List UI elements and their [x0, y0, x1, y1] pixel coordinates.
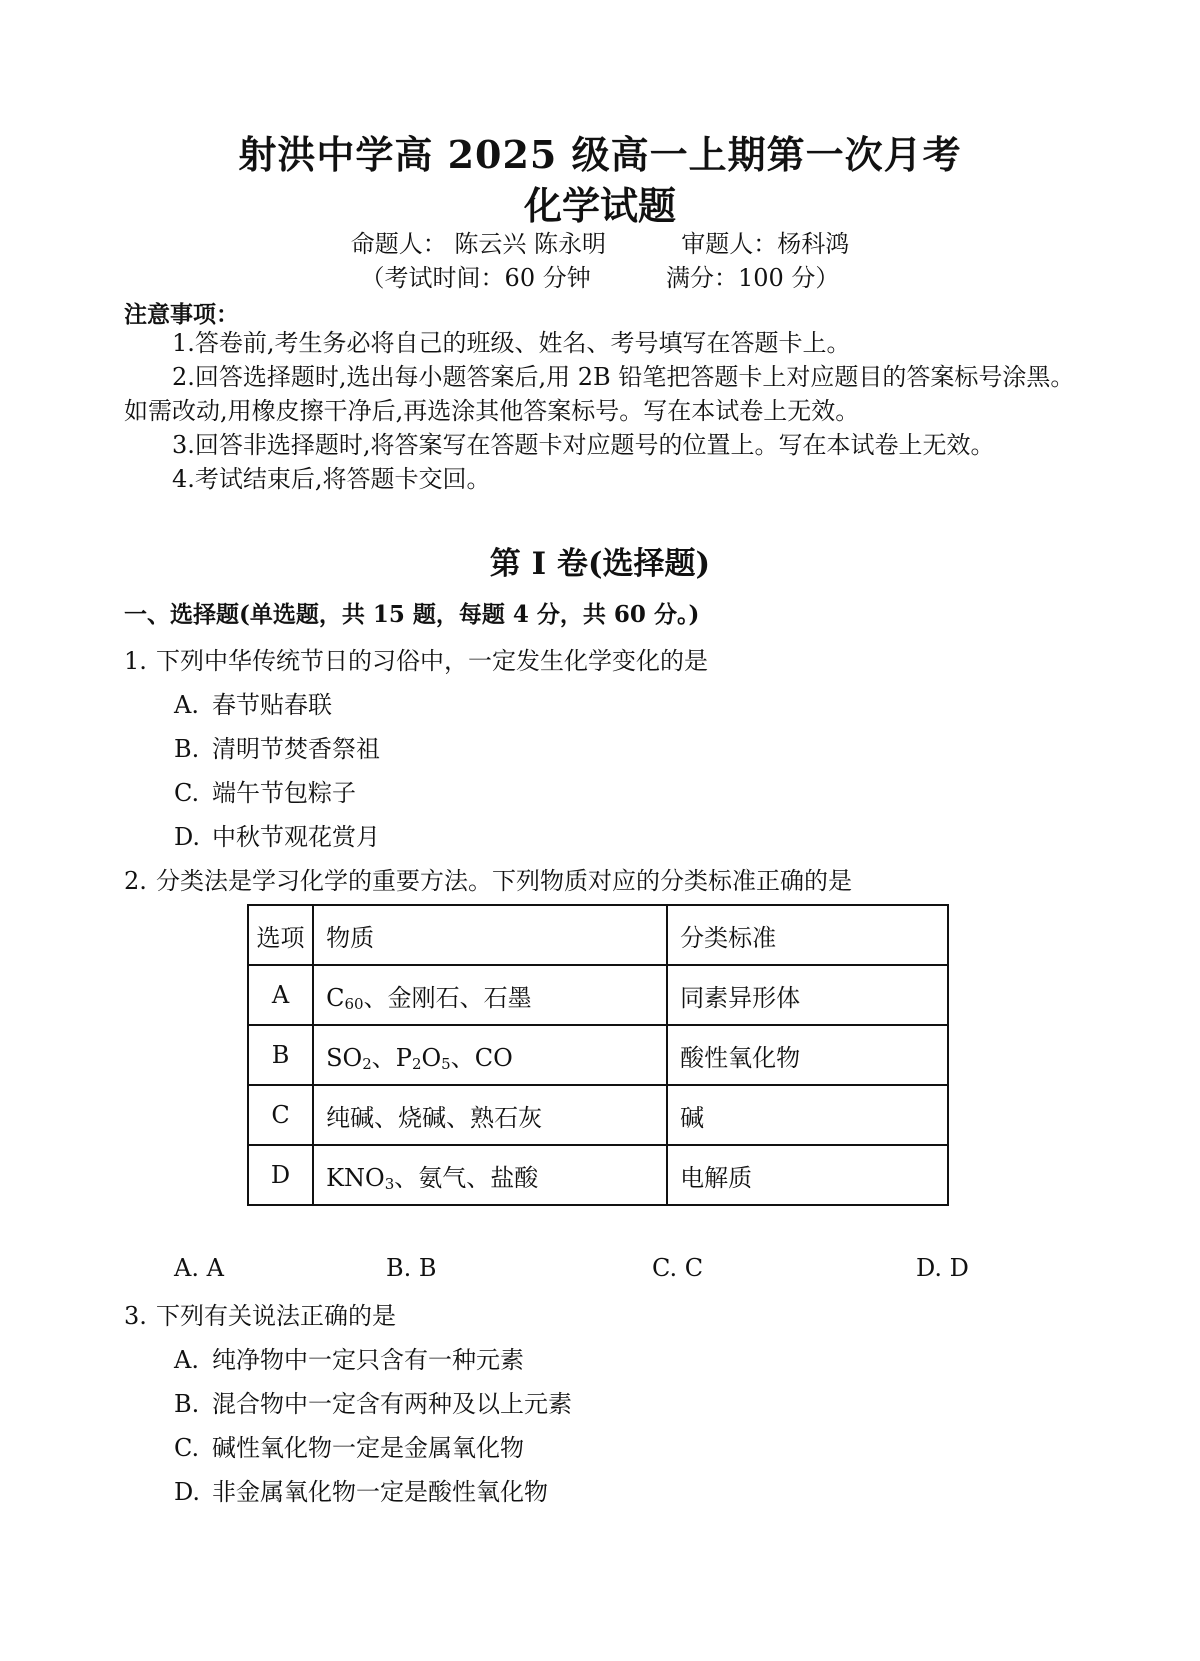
table-row — [248, 1085, 948, 1145]
table-header-standard: 分类标准 — [667, 905, 948, 965]
question-2-stem — [124, 861, 852, 896]
exam-time: （考试时间：60 分钟 — [360, 264, 591, 292]
question-text: 下列有关说法正确的是 — [156, 1302, 396, 1330]
table-row — [248, 1025, 948, 1085]
part-heading: 一、选择题(单选题，共 15 题，每题 4 分，共 60 分。) — [124, 601, 700, 628]
question-3-option-c — [174, 1428, 524, 1463]
table-cell-standard: 碱 — [667, 1085, 948, 1145]
option-text: 春节贴春联 — [212, 691, 332, 719]
table-cell-standard: 电解质 — [667, 1145, 948, 1205]
question-text: 分类法是学习化学的重要方法。下列物质对应的分类标准正确的是 — [156, 867, 852, 895]
question-3-option-b — [174, 1384, 572, 1419]
question-1-option-b — [174, 729, 380, 764]
question-1-option-a — [174, 685, 332, 720]
question-2-answer-d: D. D — [916, 1254, 969, 1282]
question-3-stem — [124, 1296, 396, 1331]
authors-line — [0, 224, 1200, 259]
table-row — [248, 1145, 948, 1205]
section-title: 第 I 卷(选择题) — [489, 546, 711, 582]
option-text: 非金属氧化物一定是酸性氧化物 — [212, 1478, 548, 1506]
notice-item-2: 2.回答选择题时,选出每小题答案后,用 2B 铅笔把答题卡上对应题目的答案标号涂黑。如需改动,用橡皮擦干净后,再选涂其他答案标号。写在本试卷上无效。 — [124, 363, 1075, 425]
notice-item-4: 4.考试结束后,将答题卡交回。 — [172, 465, 491, 493]
notice-item-1: 1.答卷前,考生务必将自己的班级、姓名、考号填写在答题卡上。 — [172, 329, 851, 357]
option-letter: C. — [174, 779, 200, 807]
exam-title: 射洪中学高 2025 级高一上期第一次月考 — [238, 132, 962, 177]
setter-names: 陈云兴 陈永明 — [454, 230, 606, 258]
table-cell-option: C — [248, 1085, 313, 1145]
question-text: 下列中华传统节日的习俗中，一定发生化学变化的是 — [156, 647, 708, 675]
option-letter: B. — [174, 735, 200, 763]
option-letter: C. — [174, 1434, 200, 1462]
setter-label: 命题人： — [350, 230, 447, 258]
option-text: 纯净物中一定只含有一种元素 — [212, 1346, 524, 1374]
table-row — [248, 965, 948, 1025]
table-cell-substance: $SO_2$、$P_2O_5$、CO — [313, 1025, 667, 1085]
question-3-option-a — [174, 1340, 524, 1375]
question-1-option-d — [174, 817, 380, 852]
table-header-option: 选项 — [248, 905, 313, 965]
exam-info-line — [0, 258, 1200, 293]
table-cell-standard: 同素异形体 — [667, 965, 948, 1025]
full-score: 满分：100 分） — [666, 264, 840, 292]
option-text: 中秋节观花赏月 — [212, 823, 380, 851]
option-text: 端午节包粽子 — [212, 779, 356, 807]
question-2-answer-a: A. A — [174, 1254, 224, 1282]
option-text: 碱性氧化物一定是金属氧化物 — [212, 1434, 524, 1462]
question-1-option-c — [174, 773, 356, 808]
question-2-answer-b: B. B — [386, 1254, 437, 1282]
notice-item-3: 3.回答非选择题时,将答案写在答题卡对应题号的位置上。写在本试卷上无效。 — [172, 431, 995, 459]
table-cell-substance: $C_{60}$、金刚石、石墨 — [313, 965, 667, 1025]
option-letter: D. — [174, 823, 201, 851]
option-text: 清明节焚香祭祖 — [212, 735, 380, 763]
question-1-stem — [124, 641, 708, 676]
table-header-substance: 物质 — [313, 905, 667, 965]
notice-heading: 注意事项： — [124, 301, 239, 328]
classification-table — [247, 904, 949, 1206]
table-cell-option: A — [248, 965, 313, 1025]
option-letter: A. — [174, 1346, 199, 1374]
table-cell-option: D — [248, 1145, 313, 1205]
table-cell-substance: 纯碱、烧碱、熟石灰 — [313, 1085, 667, 1145]
option-letter: B. — [174, 1390, 200, 1418]
question-2-answer-c: C. C — [652, 1254, 704, 1282]
table-cell-substance: $KNO_3$、氨气、盐酸 — [313, 1145, 667, 1205]
option-letter: A. — [174, 691, 199, 719]
table-cell-option: B — [248, 1025, 313, 1085]
option-text: 混合物中一定含有两种及以上元素 — [212, 1390, 572, 1418]
option-letter: D. — [174, 1478, 201, 1506]
question-3-option-d — [174, 1472, 548, 1507]
question-number: 1. — [124, 647, 147, 675]
table-header-row — [248, 905, 948, 965]
question-number: 3. — [124, 1302, 147, 1330]
reviewer: 审题人：杨科鸿 — [681, 230, 850, 258]
exam-subtitle: 化学试题 — [523, 183, 676, 228]
table-cell-standard: 酸性氧化物 — [667, 1025, 948, 1085]
question-number: 2. — [124, 867, 147, 895]
